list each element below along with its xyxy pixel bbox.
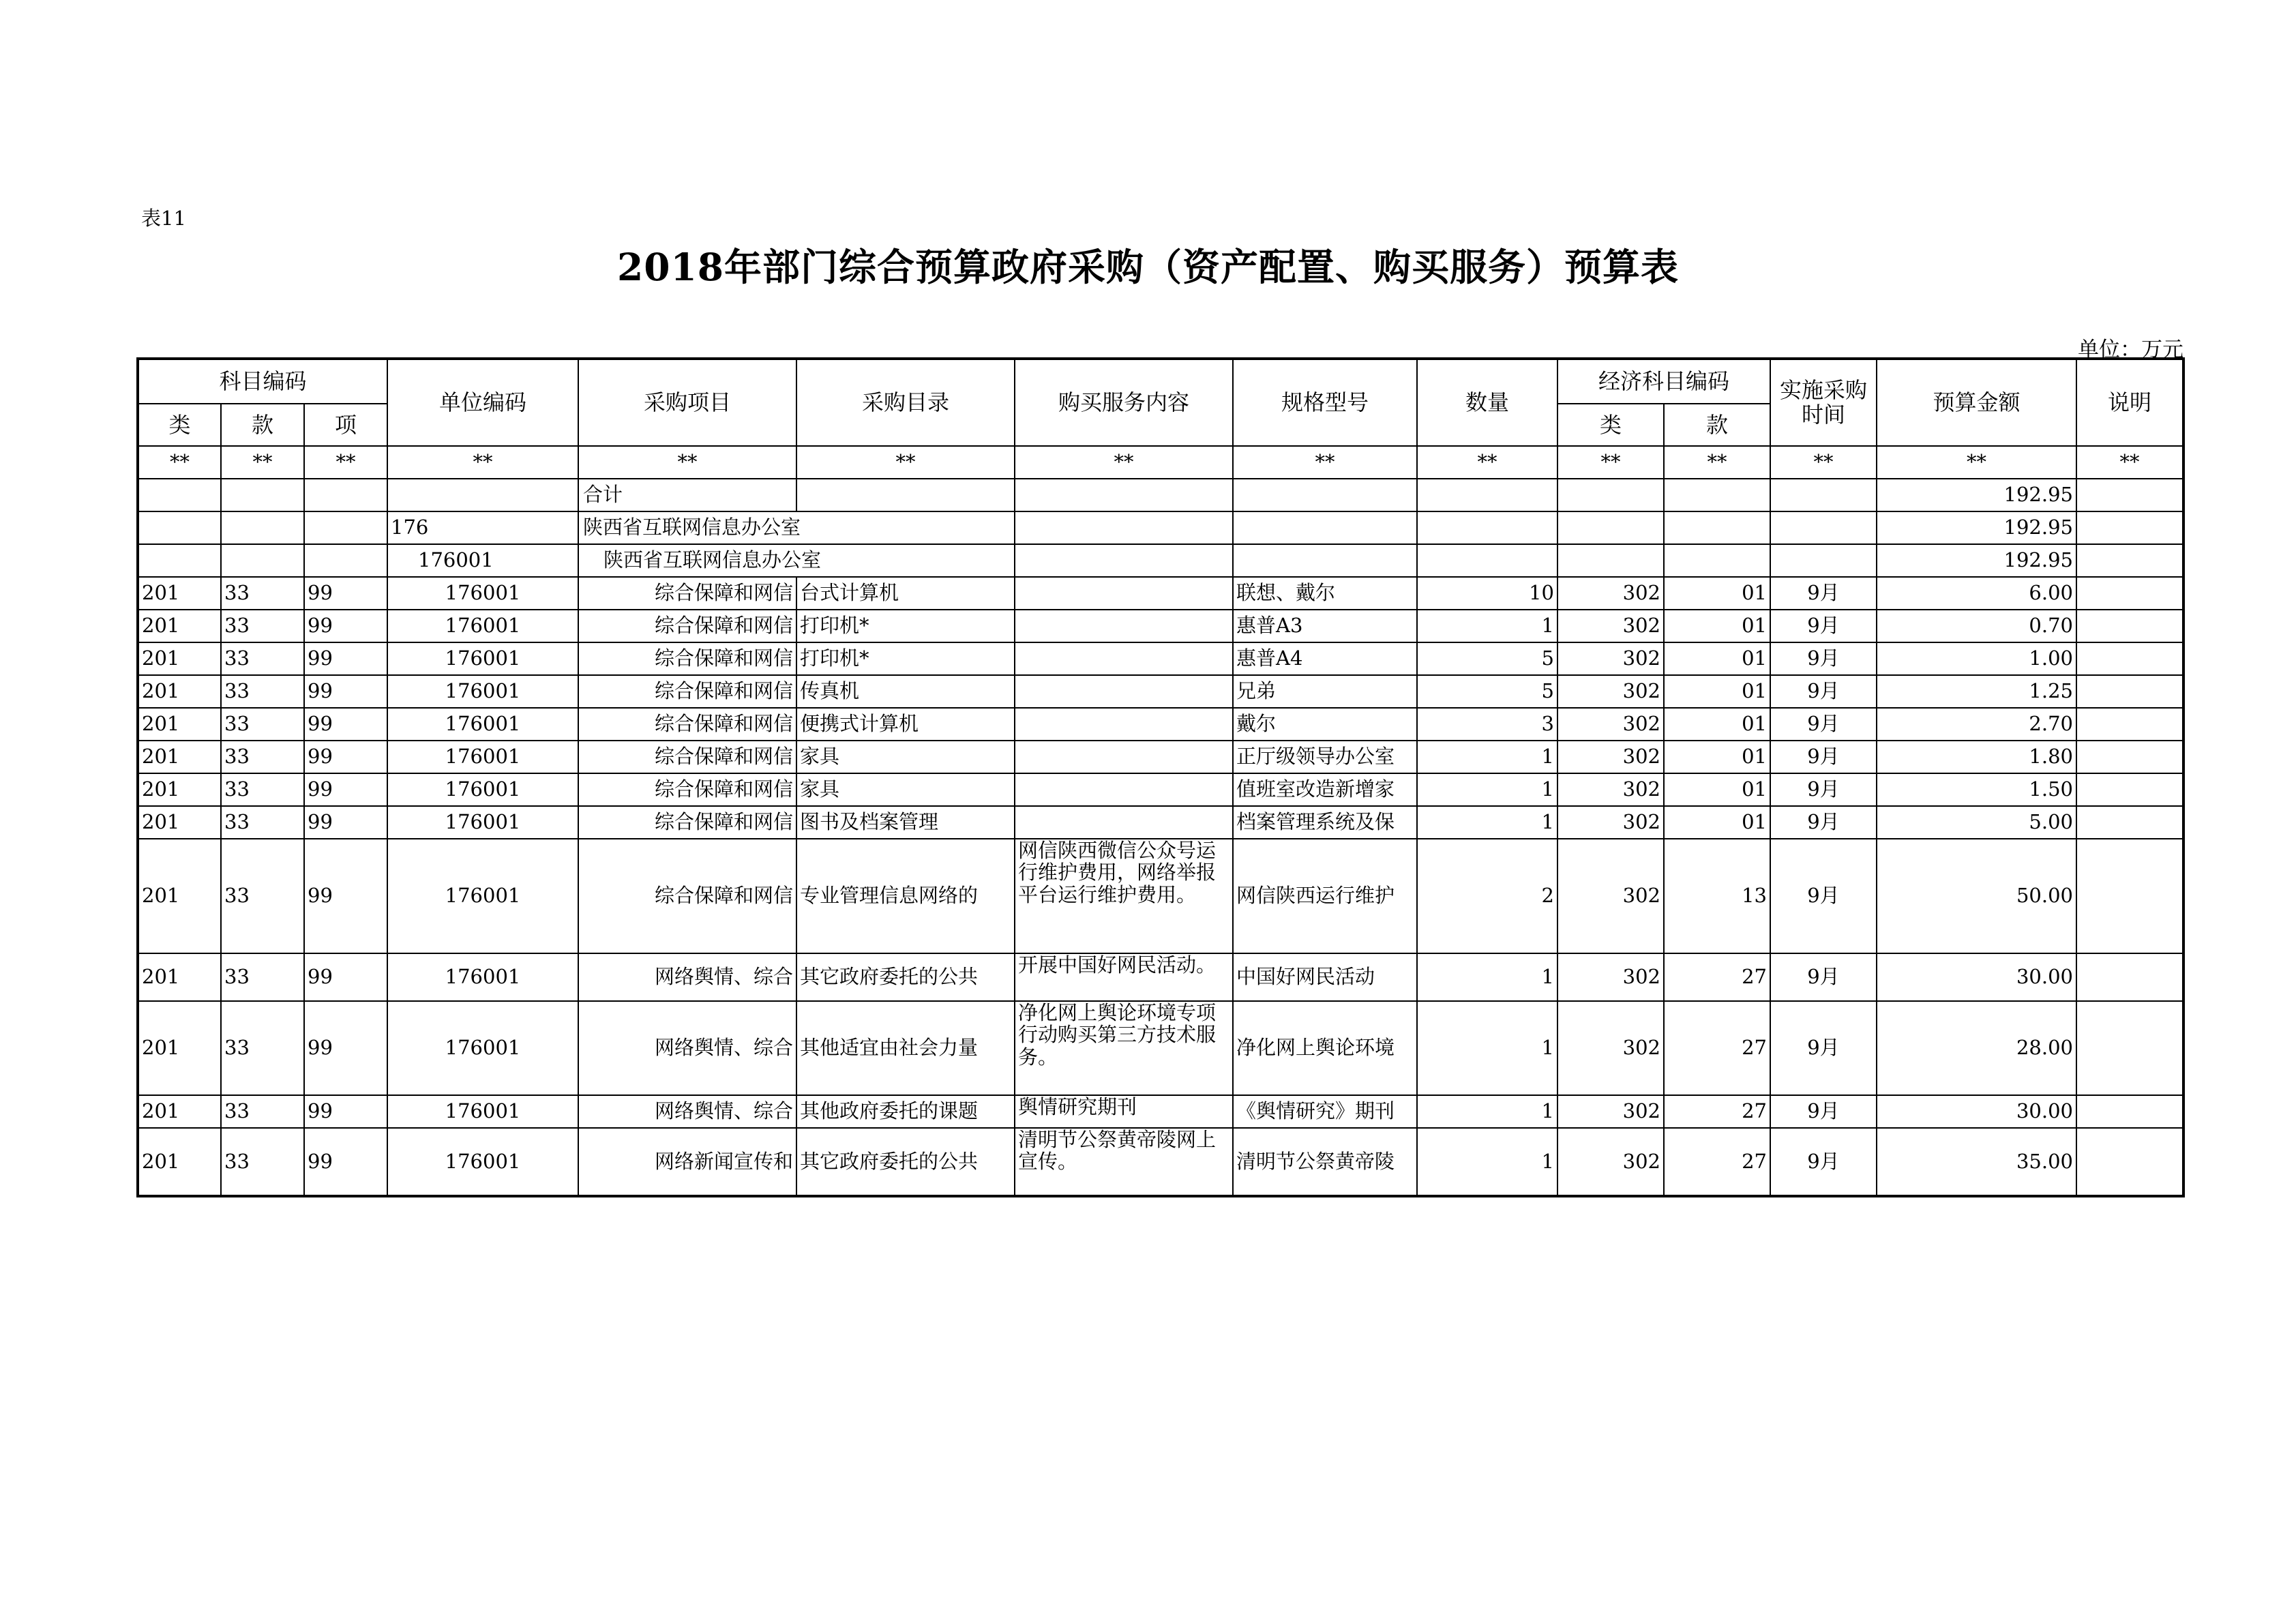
row-xiang: 99 [304,773,387,806]
row-amount: 50.00 [1877,839,2076,953]
row-spec: 清明节公祭黄帝陵 [1233,1128,1417,1196]
row-kuan: 33 [221,610,304,642]
unit-code: 176001 [387,544,578,577]
row-econ-lei: 302 [1557,1095,1664,1128]
row-qty: 1 [1417,1128,1557,1196]
table-row [138,708,2183,741]
header-amount: 预算金额 [1877,359,2076,446]
row-econ-lei: 302 [1557,675,1664,708]
row-spec: 值班室改造新增家 [1233,773,1417,806]
row-service [1015,675,1233,708]
row-qty: 10 [1417,577,1557,610]
table-row [138,953,2183,1001]
row-lei: 201 [138,577,221,610]
star-cell: ** [1557,446,1664,479]
header-catalog: 采购目录 [796,359,1015,446]
row-unit-code: 176001 [387,1128,578,1196]
table-row [138,1001,2183,1095]
star-cell: ** [2076,446,2183,479]
row-kuan: 33 [221,806,304,839]
header-spec: 规格型号 [1233,359,1417,446]
row-service: 净化网上舆论环境专项行动购买第三方技术服务。 [1015,1001,1233,1095]
row-amount: 1.50 [1877,773,2076,806]
row-xiang: 99 [304,642,387,675]
row-catalog: 打印机* [796,610,1015,642]
header-kuan: 款 [221,404,304,446]
row-amount: 30.00 [1877,1095,2076,1128]
row-lei: 201 [138,741,221,773]
row-econ-kuan: 13 [1664,839,1770,953]
row-xiang: 99 [304,741,387,773]
row-unit-code: 176001 [387,577,578,610]
row-econ-kuan: 01 [1664,741,1770,773]
dept-amount: 192.95 [1877,511,2076,544]
table-row [138,741,2183,773]
row-project: 网络舆情、综合 [578,953,796,1001]
row-service: 舆情研究期刊 [1015,1095,1233,1128]
row-lei: 201 [138,610,221,642]
row-note [2076,642,2183,675]
row-spec: 戴尔 [1233,708,1417,741]
row-service [1015,610,1233,642]
row-econ-kuan: 01 [1664,773,1770,806]
star-cell: ** [1877,446,2076,479]
row-note [2076,675,2183,708]
row-kuan: 33 [221,953,304,1001]
row-time: 9月 [1770,1001,1877,1095]
row-time: 9月 [1770,839,1877,953]
row-project: 网络新闻宣传和 [578,1128,796,1196]
row-time: 9月 [1770,953,1877,1001]
row-project: 综合保障和网信 [578,741,796,773]
row-qty: 1 [1417,953,1557,1001]
star-cell: ** [796,446,1015,479]
row-catalog: 便携式计算机 [796,708,1015,741]
row-kuan: 33 [221,577,304,610]
row-time: 9月 [1770,1128,1877,1196]
row-catalog: 专业管理信息网络的 [796,839,1015,953]
row-time: 9月 [1770,675,1877,708]
row-lei: 201 [138,839,221,953]
row-spec: 兄弟 [1233,675,1417,708]
budget-table [136,357,2185,1197]
row-xiang: 99 [304,708,387,741]
table-number: 表11 [141,207,186,230]
row-project: 综合保障和网信 [578,708,796,741]
row-amount: 5.00 [1877,806,2076,839]
row-xiang: 99 [304,806,387,839]
row-xiang: 99 [304,839,387,953]
row-lei: 201 [138,708,221,741]
row-econ-kuan: 01 [1664,806,1770,839]
star-cell: ** [221,446,304,479]
table-row [138,610,2183,642]
row-kuan: 33 [221,708,304,741]
row-catalog: 打印机* [796,642,1015,675]
unit-row [138,544,2183,577]
total-label: 合计 [578,479,796,511]
table-row [138,773,2183,806]
row-service [1015,577,1233,610]
row-unit-code: 176001 [387,708,578,741]
row-qty: 1 [1417,741,1557,773]
row-note [2076,1001,2183,1095]
header-lei: 类 [138,404,221,446]
row-time: 9月 [1770,741,1877,773]
row-catalog: 家具 [796,741,1015,773]
row-econ-lei: 302 [1557,577,1664,610]
header-xiang: 项 [304,404,387,446]
row-econ-lei: 302 [1557,953,1664,1001]
row-note [2076,741,2183,773]
row-unit-code: 176001 [387,610,578,642]
row-qty: 1 [1417,773,1557,806]
row-spec: 档案管理系统及保 [1233,806,1417,839]
header-econ-kuan: 款 [1664,404,1770,446]
row-spec: 中国好网民活动 [1233,953,1417,1001]
row-qty: 5 [1417,642,1557,675]
row-project: 网络舆情、综合 [578,1001,796,1095]
row-unit-code: 176001 [387,1095,578,1128]
star-row [138,446,2183,479]
row-amount: 1.25 [1877,675,2076,708]
header-service: 购买服务内容 [1015,359,1233,446]
row-catalog: 其他适宜由社会力量 [796,1001,1015,1095]
row-amount: 6.00 [1877,577,2076,610]
header-note: 说明 [2076,359,2183,446]
row-note [2076,773,2183,806]
table-row [138,577,2183,610]
row-time: 9月 [1770,1095,1877,1128]
row-kuan: 33 [221,675,304,708]
row-unit-code: 176001 [387,675,578,708]
row-xiang: 99 [304,1001,387,1095]
star-cell: ** [1417,446,1557,479]
row-qty: 1 [1417,610,1557,642]
header-subject-code: 科目编码 [138,359,387,404]
row-service [1015,642,1233,675]
row-note [2076,806,2183,839]
row-note [2076,953,2183,1001]
star-cell: ** [1233,446,1417,479]
row-spec: 《舆情研究》期刊 [1233,1095,1417,1128]
row-catalog: 图书及档案管理 [796,806,1015,839]
row-qty: 1 [1417,1095,1557,1128]
row-time: 9月 [1770,806,1877,839]
row-qty: 2 [1417,839,1557,953]
row-service [1015,806,1233,839]
row-service: 网信陕西微信公众号运行维护费用，网络举报平台运行维护费用。 [1015,839,1233,953]
star-cell: ** [1015,446,1233,479]
row-note [2076,1128,2183,1196]
row-service [1015,708,1233,741]
row-unit-code: 176001 [387,642,578,675]
row-econ-kuan: 27 [1664,1128,1770,1196]
row-project: 综合保障和网信 [578,675,796,708]
row-kuan: 33 [221,773,304,806]
row-kuan: 33 [221,1095,304,1128]
row-project: 网络舆情、综合 [578,1095,796,1128]
row-spec: 正厅级领导办公室 [1233,741,1417,773]
row-note [2076,708,2183,741]
table-row [138,675,2183,708]
row-catalog: 台式计算机 [796,577,1015,610]
header-unit-code: 单位编码 [387,359,578,446]
row-xiang: 99 [304,577,387,610]
table-row [138,642,2183,675]
row-econ-lei: 302 [1557,708,1664,741]
row-lei: 201 [138,1128,221,1196]
row-econ-kuan: 01 [1664,577,1770,610]
row-project: 综合保障和网信 [578,610,796,642]
row-xiang: 99 [304,953,387,1001]
row-lei: 201 [138,1095,221,1128]
row-xiang: 99 [304,1095,387,1128]
row-spec: 联想、戴尔 [1233,577,1417,610]
row-econ-kuan: 01 [1664,708,1770,741]
row-spec: 网信陕西运行维护 [1233,839,1417,953]
row-econ-lei: 302 [1557,642,1664,675]
table-row [138,806,2183,839]
row-lei: 201 [138,675,221,708]
row-lei: 201 [138,1001,221,1095]
row-econ-lei: 302 [1557,1001,1664,1095]
row-econ-lei: 302 [1557,839,1664,953]
row-xiang: 99 [304,675,387,708]
row-amount: 1.00 [1877,642,2076,675]
row-qty: 1 [1417,806,1557,839]
unit-label: 单位：万元 [2078,338,2183,362]
row-catalog: 其他政府委托的课题 [796,1095,1015,1128]
row-econ-lei: 302 [1557,610,1664,642]
row-econ-kuan: 01 [1664,675,1770,708]
row-qty: 5 [1417,675,1557,708]
row-xiang: 99 [304,1128,387,1196]
row-note [2076,839,2183,953]
row-service: 开展中国好网民活动。 [1015,953,1233,1001]
row-lei: 201 [138,642,221,675]
row-lei: 201 [138,773,221,806]
row-spec: 惠普A3 [1233,610,1417,642]
row-amount: 28.00 [1877,1001,2076,1095]
row-catalog: 传真机 [796,675,1015,708]
row-qty: 3 [1417,708,1557,741]
row-catalog: 家具 [796,773,1015,806]
row-note [2076,610,2183,642]
row-kuan: 33 [221,1001,304,1095]
row-catalog: 其它政府委托的公共 [796,953,1015,1001]
row-econ-kuan: 27 [1664,1095,1770,1128]
header-time: 实施采购时间 [1770,359,1877,446]
row-kuan: 33 [221,642,304,675]
row-kuan: 33 [221,839,304,953]
row-unit-code: 176001 [387,741,578,773]
row-amount: 30.00 [1877,953,2076,1001]
row-project: 综合保障和网信 [578,806,796,839]
header-econ-code: 经济科目编码 [1557,359,1770,404]
row-time: 9月 [1770,708,1877,741]
row-econ-kuan: 27 [1664,1001,1770,1095]
row-unit-code: 176001 [387,773,578,806]
row-econ-lei: 302 [1557,773,1664,806]
row-kuan: 33 [221,1128,304,1196]
row-econ-kuan: 27 [1664,953,1770,1001]
row-unit-code: 176001 [387,839,578,953]
row-amount: 35.00 [1877,1128,2076,1196]
total-amount: 192.95 [1877,479,2076,511]
row-unit-code: 176001 [387,1001,578,1095]
row-project: 综合保障和网信 [578,839,796,953]
row-lei: 201 [138,806,221,839]
row-service [1015,773,1233,806]
header-row-1 [138,359,2183,404]
total-row [138,479,2183,511]
table-row [138,839,2183,953]
dept-name: 陕西省互联网信息办公室 [578,511,1015,544]
row-time: 9月 [1770,577,1877,610]
row-econ-lei: 302 [1557,1128,1664,1196]
row-kuan: 33 [221,741,304,773]
row-time: 9月 [1770,610,1877,642]
row-xiang: 99 [304,610,387,642]
row-catalog: 其它政府委托的公共 [796,1128,1015,1196]
row-note [2076,577,2183,610]
row-amount: 0.70 [1877,610,2076,642]
header-qty: 数量 [1417,359,1557,446]
dept-row [138,511,2183,544]
row-unit-code: 176001 [387,806,578,839]
header-econ-lei: 类 [1557,404,1664,446]
row-project: 综合保障和网信 [578,577,796,610]
row-service [1015,741,1233,773]
row-amount: 1.80 [1877,741,2076,773]
star-cell: ** [578,446,796,479]
row-spec: 净化网上舆论环境 [1233,1001,1417,1095]
unit-amount: 192.95 [1877,544,2076,577]
row-note [2076,1095,2183,1128]
unit-name: 陕西省互联网信息办公室 [578,544,1015,577]
row-qty: 1 [1417,1001,1557,1095]
row-time: 9月 [1770,642,1877,675]
star-cell: ** [387,446,578,479]
row-econ-kuan: 01 [1664,610,1770,642]
table-row [138,1095,2183,1128]
row-time: 9月 [1770,773,1877,806]
row-service: 清明节公祭黄帝陵网上宣传。 [1015,1128,1233,1196]
row-amount: 2.70 [1877,708,2076,741]
star-cell: ** [1664,446,1770,479]
row-spec: 惠普A4 [1233,642,1417,675]
row-econ-lei: 302 [1557,806,1664,839]
row-unit-code: 176001 [387,953,578,1001]
star-cell: ** [138,446,221,479]
star-cell: ** [304,446,387,479]
header-project: 采购项目 [578,359,796,446]
table-row [138,1128,2183,1196]
document-title: 2018年部门综合预算政府采购（资产配置、购买服务）预算表 [616,245,1680,289]
row-project: 综合保障和网信 [578,773,796,806]
dept-code: 176 [387,511,578,544]
row-econ-lei: 302 [1557,741,1664,773]
row-project: 综合保障和网信 [578,642,796,675]
row-econ-kuan: 01 [1664,642,1770,675]
row-lei: 201 [138,953,221,1001]
star-cell: ** [1770,446,1877,479]
